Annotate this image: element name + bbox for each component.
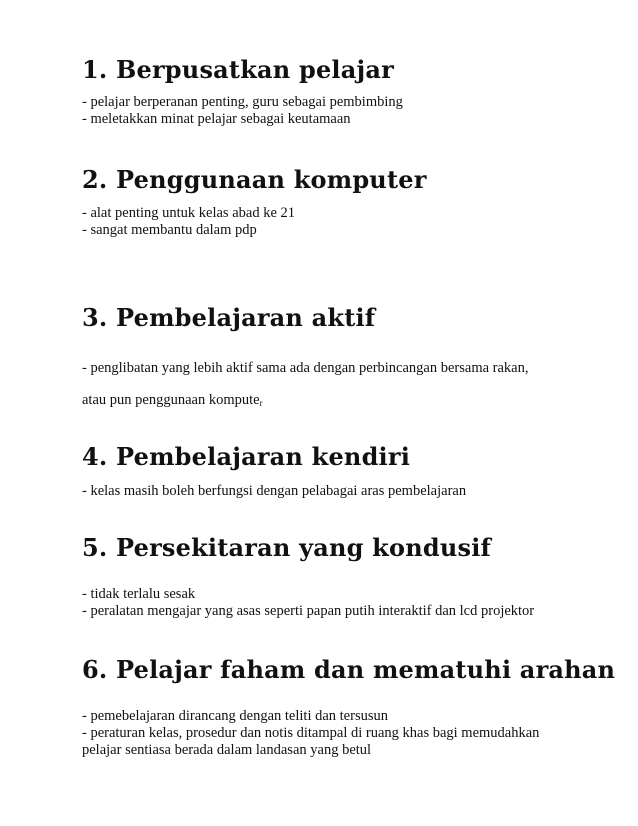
section-6 <box>82 656 622 759</box>
section-6-line-1: - pemebelajaran dirancang dengan teliti dan tersusun <box>82 708 388 724</box>
heading-2: 2. Penggunaan komputer <box>82 165 427 194</box>
section-1 <box>82 56 622 128</box>
section-3-line-1: - penglibatan yang lebih aktif sama ada dengan perbincangan bersama rakan, <box>82 360 529 376</box>
section-3-line-2 <box>82 392 622 412</box>
section-1-line-2: - meletakkan minat pelajar sebagai keutamaan <box>82 111 351 127</box>
section-5-line-2: - peralatan mengajar yang asas seperti papan putih interaktif dan lcd projektor <box>82 603 535 619</box>
section-5-line-1: - tidak terlalu sesak <box>82 586 196 602</box>
section-3-line-2-text: atau pun penggunaan kompute <box>82 392 260 408</box>
section-6-line-2: - peraturan kelas, prosedur dan notis ditampal di ruang khas bagi memudahkan <box>82 725 540 741</box>
heading-4: 4. Pembelajaran kendiri <box>82 442 411 471</box>
section-4 <box>82 443 622 500</box>
section-5 <box>82 534 622 620</box>
heading-6: 6. Pelajar faham dan mematuhi arahan <box>82 655 616 684</box>
section-6-line-3: pelajar sentiasa berada dalam landasan yang betul <box>82 742 372 758</box>
section-3 <box>82 304 622 412</box>
section-2-line-1: - alat penting untuk kelas abad ke 21 <box>82 205 296 221</box>
heading-3: 3. Pembelajaran aktif <box>82 303 376 332</box>
heading-1: 1. Berpusatkan pelajar <box>82 55 394 84</box>
section-2 <box>82 166 622 239</box>
section-3-line-2-subscript: r <box>259 398 263 408</box>
section-4-line-1: - kelas masih boleh berfungsi dengan pelabagai aras pembelajaran <box>82 483 467 499</box>
section-1-line-1: - pelajar berperanan penting, guru sebagai pembimbing <box>82 94 403 110</box>
heading-5: 5. Persekitaran yang kondusif <box>82 533 492 562</box>
section-2-line-2: - sangat membantu dalam pdp <box>82 222 257 238</box>
